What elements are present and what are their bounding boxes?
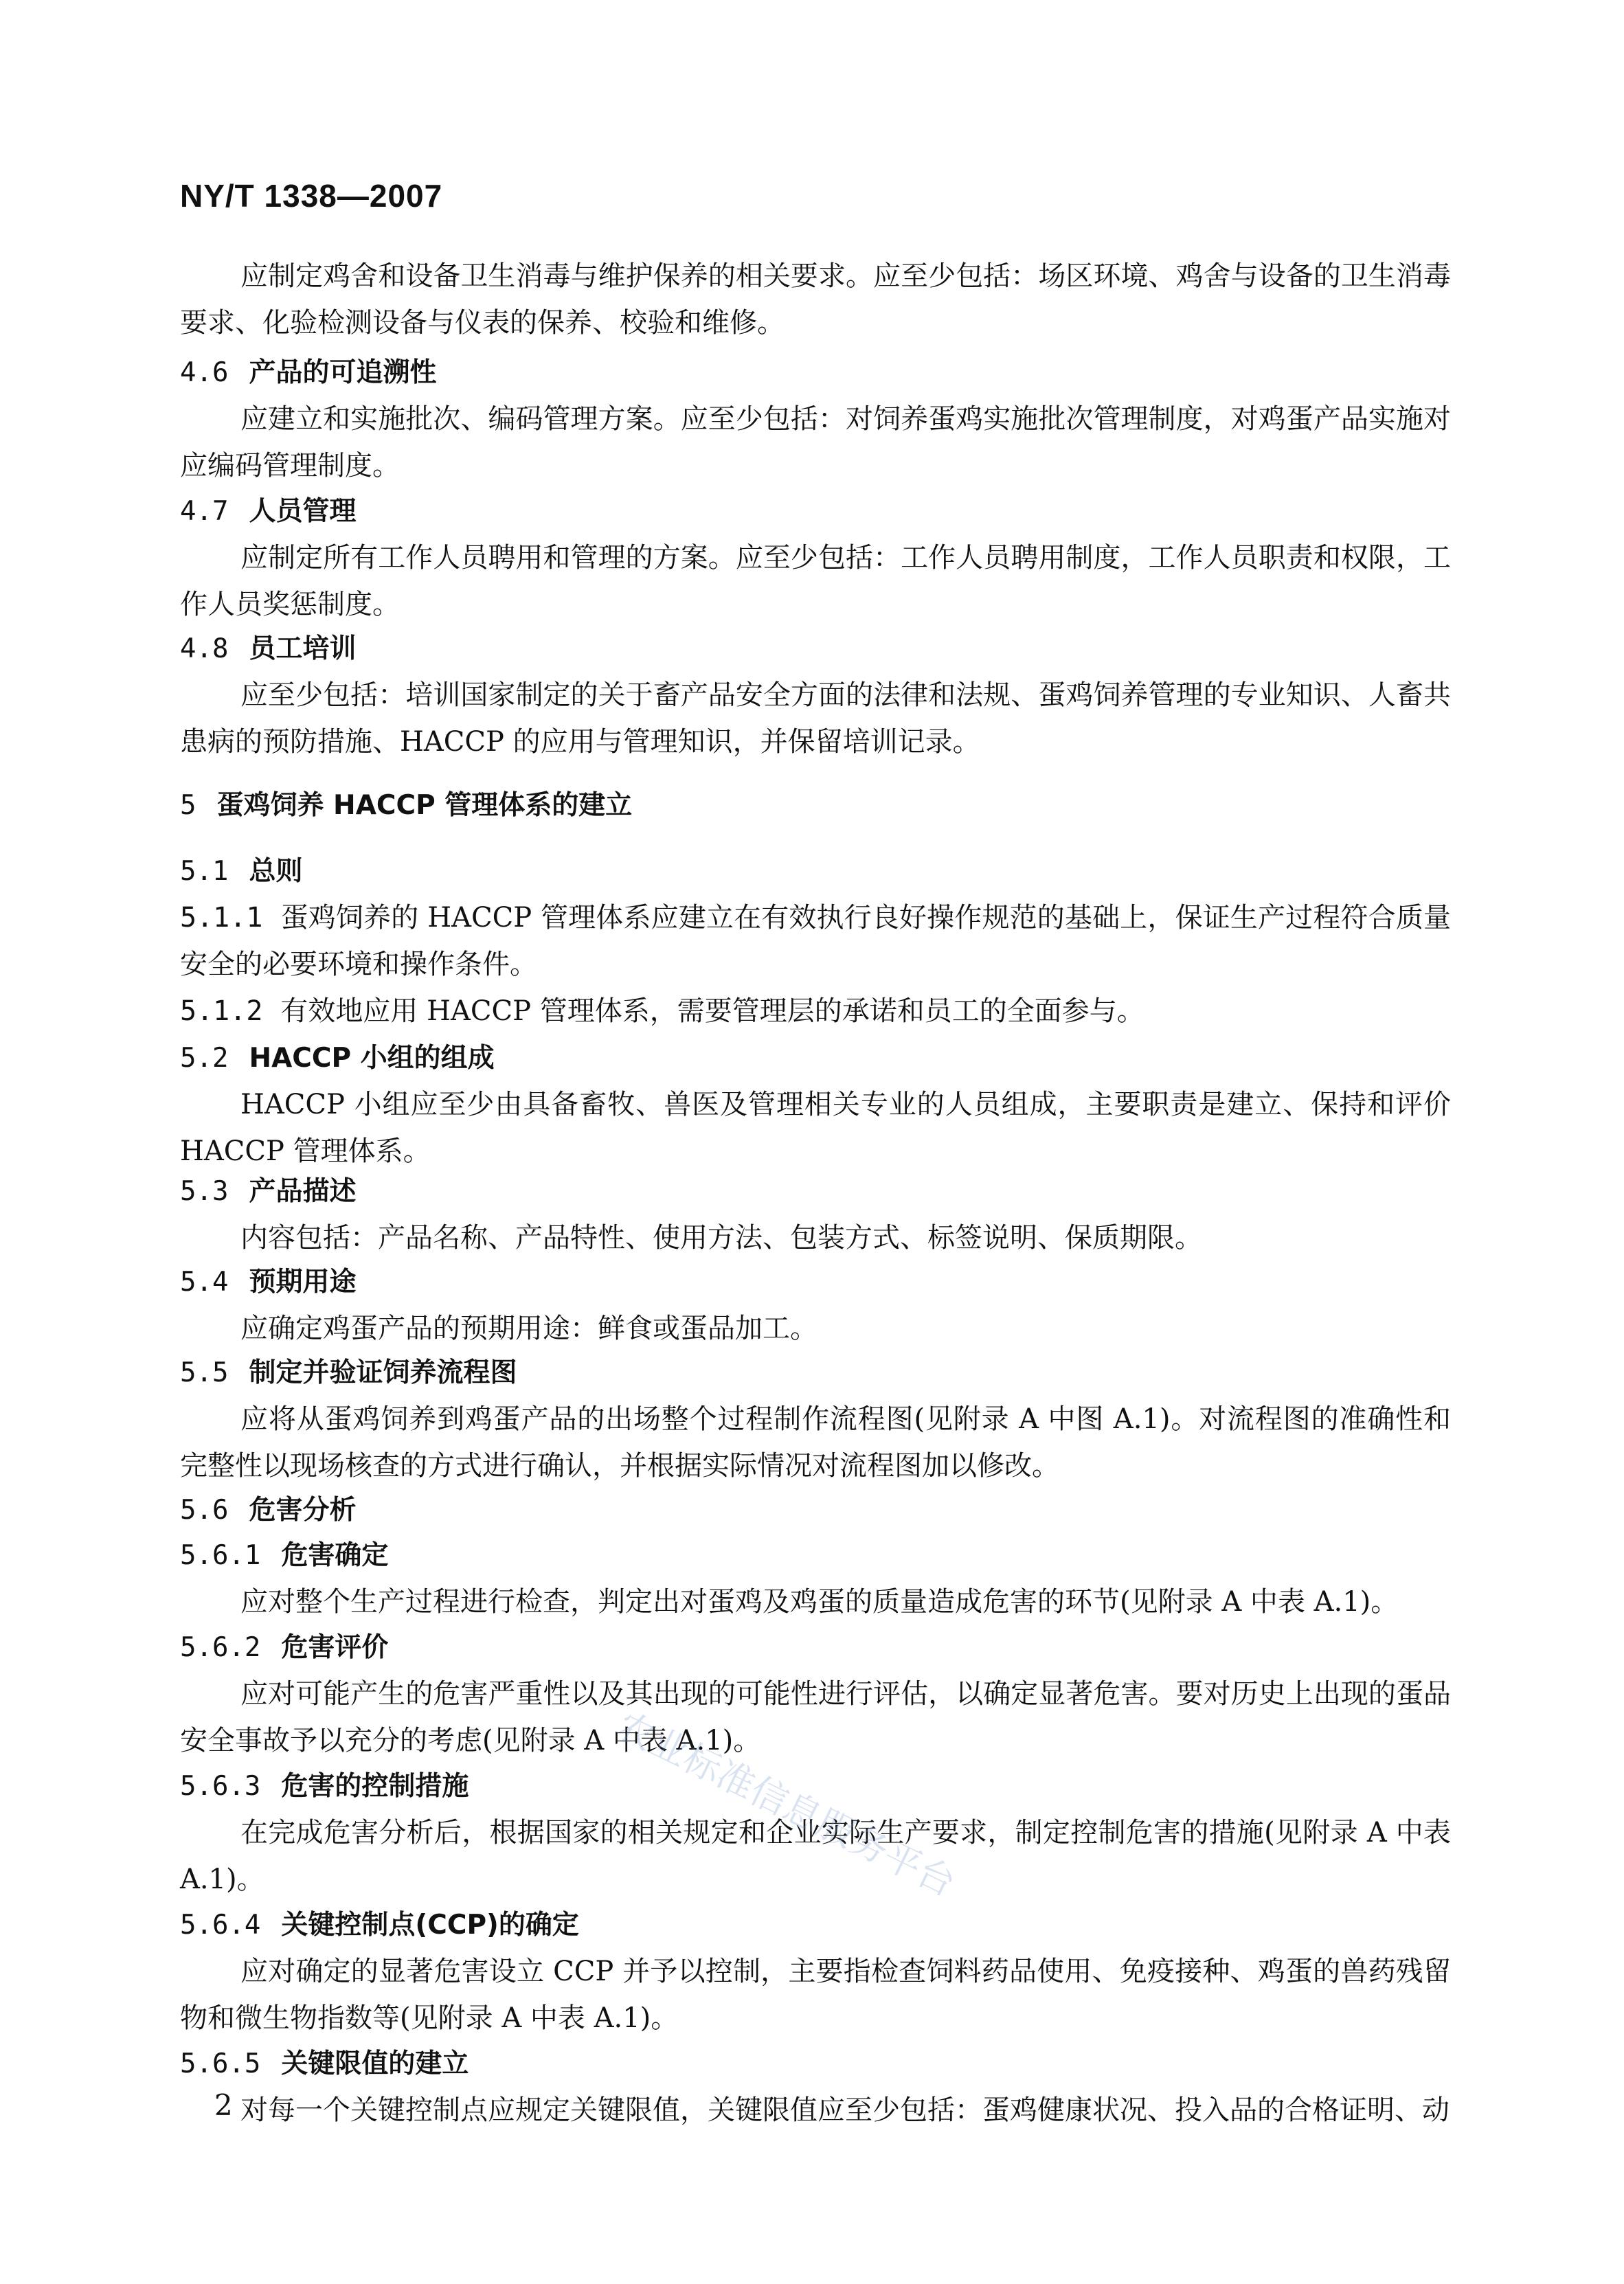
page-number: 2 [214, 2088, 233, 2122]
section-number: 5.6 [180, 1495, 229, 1526]
section-title: 制定并验证饲养流程图 [249, 1357, 517, 1388]
section-5-6 [180, 1488, 1451, 1625]
section-number: 5.6.4 [180, 1910, 261, 1941]
paragraph: 应对整个生产过程进行检查，判定出对蛋鸡及鸡蛋的质量造成危害的环节(见附录 A 中表 A.1)。 [240, 1586, 1399, 1618]
section-5-5 [180, 1350, 1451, 1489]
section-title: 关键控制点(CCP)的确定 [281, 1910, 579, 1941]
section-number: 5.3 [180, 1176, 229, 1207]
standard-number: NY/T 1338—2007 [180, 178, 443, 214]
section-number: 5.6.3 [180, 1771, 261, 1802]
section-title: 危害的控制措施 [281, 1771, 469, 1802]
paragraph: 应制定鸡舍和设备卫生消毒与维护保养的相关要求。应至少包括：场区环境、鸡舍与设备的卫生消毒要求、化验检测设备与仪表的保养、校验和维修。 [180, 260, 1451, 339]
section-4-5-continuation [180, 253, 1451, 346]
section-number: 5.2 [180, 1043, 229, 1074]
paragraph: 应确定鸡蛋产品的预期用途：鲜食或蛋品加工。 [240, 1313, 817, 1344]
section-title: 员工培训 [249, 633, 357, 664]
section-title: 人员管理 [249, 496, 357, 527]
paragraph-5-1-1: 5.1.1 蛋鸡饲养的 HACCP 管理体系应建立在有效执行良好操作规范的基础上，保证生产过程符合质量安全的必要环境和操作条件。 [180, 902, 1451, 980]
section-title: HACCP 小组的组成 [249, 1043, 495, 1074]
section-5-6-2 [180, 1625, 1451, 1764]
section-number: 5.6.1 [180, 1540, 261, 1571]
section-title: 关键限值的建立 [281, 2048, 469, 2079]
section-5-6-5 [180, 2042, 1451, 2134]
section-title: 总则 [249, 856, 303, 887]
paragraph: 在完成危害分析后，根据国家的相关规定和企业实际生产要求，制定控制危害的措施(见附录 A 中表 A.1)。 [180, 1817, 1451, 1895]
section-number: 5.6.2 [180, 1632, 261, 1663]
section-title: 蛋鸡饲养 HACCP 管理体系的建立 [216, 790, 633, 821]
section-number: 5.6.5 [180, 2048, 261, 2079]
section-number: 5.1.1 [180, 902, 263, 934]
section-number: 5.1.2 [180, 995, 263, 1027]
paragraph: 应将从蛋鸡饲养到鸡蛋产品的出场整个过程制作流程图(见附录 A 中图 A.1)。对流程图的准确性和完整性以现场核查的方式进行确认，并根据实际情况对流程图加以修改。 [180, 1403, 1451, 1482]
section-4-7 [180, 489, 1451, 628]
paragraph: 应对可能产生的危害严重性以及其出现的可能性进行评估，以确定显著危害。要对历史上出现的蛋品安全事故予以充分的考虑(见附录 A 中表 A.1)。 [180, 1678, 1451, 1756]
section-number: 5.1 [180, 856, 229, 887]
section-number: 4.6 [180, 357, 229, 388]
section-number: 5.4 [180, 1267, 229, 1298]
paragraph: 对每一个关键控制点应规定关键限值，关键限值应至少包括：蛋鸡健康状况、投入品的合格证明、动 [240, 2094, 1450, 2126]
section-5-3 [180, 1169, 1451, 1261]
watermark: 农业标准信息服务平台 [609, 1703, 962, 1906]
section-5 [180, 783, 1451, 828]
section-title: 危害确定 [281, 1540, 389, 1571]
section-title: 危害评价 [281, 1632, 389, 1663]
paragraph: 应制定所有工作人员聘用和管理的方案。应至少包括：工作人员聘用制度，工作人员职责和权限，工作人员奖惩制度。 [180, 542, 1451, 620]
section-title: 预期用途 [249, 1267, 357, 1298]
section-number: 5 [180, 790, 196, 821]
section-5-1 [180, 849, 1451, 1034]
paragraph: 内容包括：产品名称、产品特性、使用方法、包装方式、标签说明、保质期限。 [240, 1222, 1202, 1254]
section-number: 4.7 [180, 496, 229, 527]
paragraph: 应对确定的显著危害设立 CCP 并予以控制，主要指检查饲料药品使用、免疫接种、鸡蛋的兽药残留物和微生物指数等(见附录 A 中表 A.1)。 [180, 1956, 1451, 2034]
section-number: 5.5 [180, 1357, 229, 1388]
paragraph: 应建立和实施批次、编码管理方案。应至少包括：对饲养蛋鸡实施批次管理制度，对鸡蛋产品实施对应编码管理制度。 [180, 403, 1451, 482]
section-number: 4.8 [180, 633, 229, 664]
section-5-6-4 [180, 1903, 1451, 2042]
paragraph: 应至少包括：培训国家制定的关于畜产品安全方面的法律和法规、蛋鸡饲养管理的专业知识、人畜共患病的预防措施、HACCP 的应用与管理知识，并保留培训记录。 [180, 679, 1451, 758]
section-4-6 [180, 350, 1451, 489]
section-title: 产品的可追溯性 [249, 357, 437, 388]
section-title: 产品描述 [249, 1176, 357, 1207]
section-4-8 [180, 626, 1451, 765]
section-5-4 [180, 1260, 1451, 1352]
paragraph: HACCP 小组应至少由具备畜牧、兽医及管理相关专业的人员组成，主要职责是建立、保持和评价 HACCP 管理体系。 [180, 1089, 1451, 1167]
section-title: 危害分析 [249, 1495, 357, 1526]
section-5-2 [180, 1036, 1451, 1175]
paragraph-5-1-2: 5.1.2 有效地应用 HACCP 管理体系，需要管理层的承诺和员工的全面参与。 [180, 995, 1144, 1027]
